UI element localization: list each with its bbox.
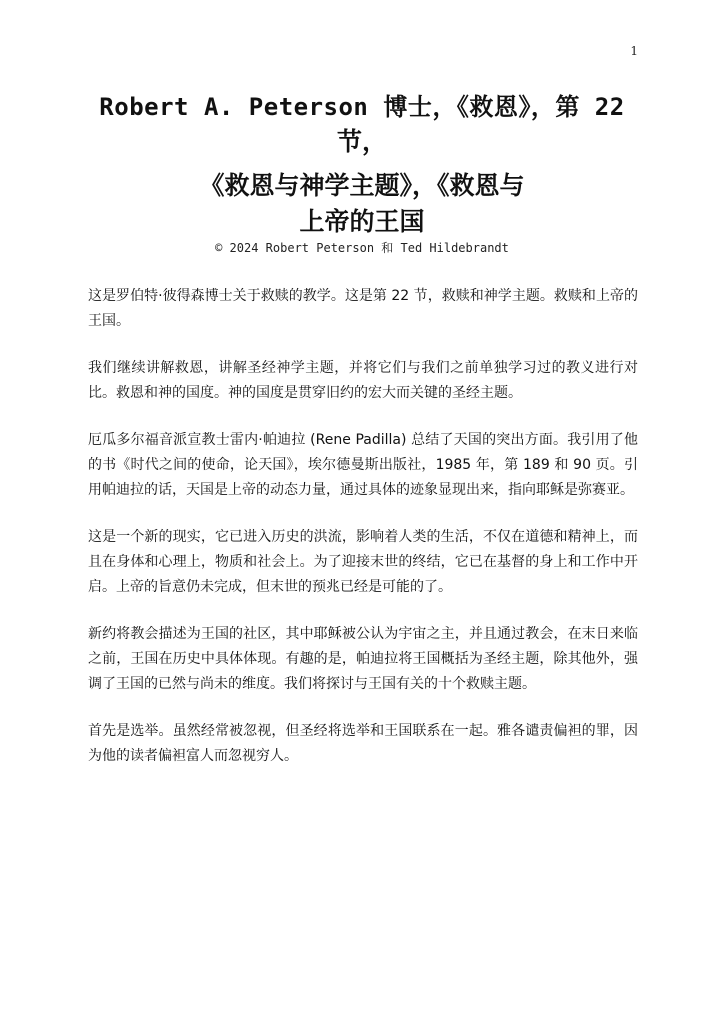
page-number: 1 bbox=[630, 44, 638, 58]
title-block bbox=[60, 90, 664, 256]
paragraph: 新约将教会描述为王国的社区，其中耶稣被公认为宇宙之主，并且通过教会，在末日来临之前，王国在历史中具体体现。有趣的是，帕迪拉将王国概括为圣经主题，除其他外，强调了王国的已然与尚未的维度。我们将探讨与王国有关的十个救赎主题。 bbox=[88, 626, 638, 692]
body-text bbox=[88, 284, 638, 791]
title-line-4: 上帝的王国 bbox=[299, 207, 425, 236]
title-line-2: 节， bbox=[336, 127, 387, 156]
paragraph: 这是一个新的现实，它已进入历史的洪流，影响着人类的生活，不仅在道德和精神上，而且在身体和心理上，物质和社会上。为了迎接末世的终结，它已在基督的身上和工作中开启。上帝的旨意仍未完成，但末世的预兆已经是可能的了。 bbox=[88, 529, 638, 595]
paragraph: 首先是选举。虽然经常被忽视，但圣经将选举和王国联系在一起。雅各谴责偏袒的罪，因为他的读者偏袒富人而忽视穷人。 bbox=[88, 723, 638, 764]
title-line-1: Robert A. Peterson 博士，《救恩》，第 22 bbox=[99, 93, 625, 121]
paragraph: 我们继续讲解救恩，讲解圣经神学主题，并将它们与我们之前单独学习过的教义进行对比。救恩和神的国度。神的国度是贯穿旧约的宏大而关键的圣经主题。 bbox=[88, 360, 638, 401]
paragraph: 厄瓜多尔福音派宣教士雷内·帕迪拉 (Rene Padilla) 总结了天国的突出方面。我引用了他的书《时代之间的使命，论天国》，埃尔德曼斯出版社，1985 年，第 189 和 90 页。引用帕迪拉的话，天国是上帝的动态力量，通过具体的迹象显现出来，指向耶稣是弥赛亚。 bbox=[88, 432, 638, 498]
paragraph: 这是罗伯特·彼得森博士关于救赎的教学。这是第 22 节，救赎和神学主题。救赎和上帝的王国。 bbox=[88, 288, 638, 329]
copyright-line: © 2024 Robert Peterson 和 Ted Hildebrandt bbox=[215, 241, 509, 255]
title-line-3: 《救恩与神学主题》，《救恩与 bbox=[199, 171, 525, 200]
